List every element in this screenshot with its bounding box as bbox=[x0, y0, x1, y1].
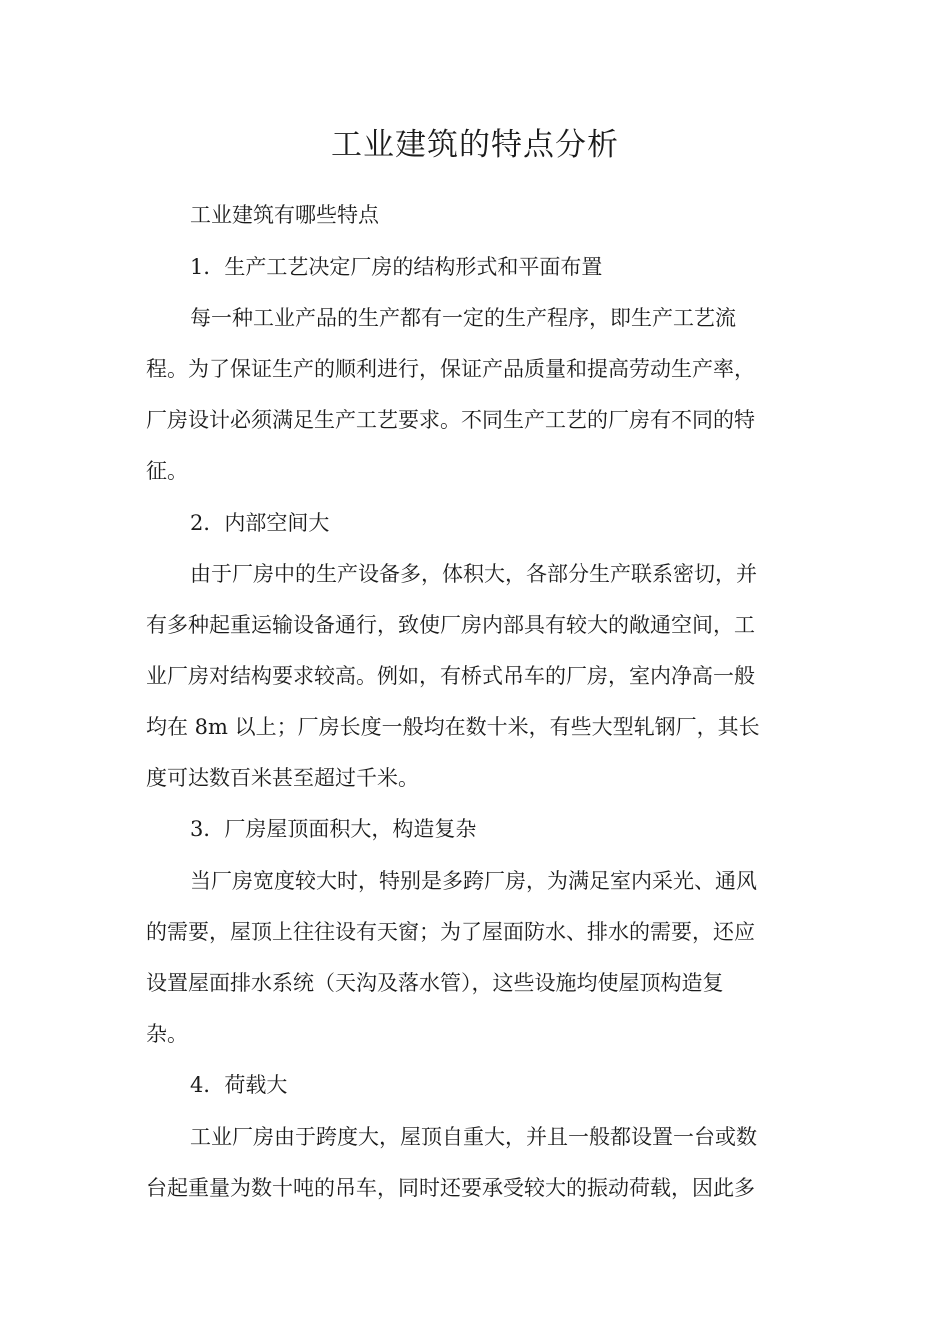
paragraph-line: 度可达数百米甚至超过千米。 bbox=[146, 766, 419, 790]
paragraph-line: 每一种工业产品的生产都有一定的生产程序，即生产工艺流 bbox=[190, 306, 736, 330]
paragraph-line: 均在 8m 以上；厂房长度一般均在数十米，有些大型轧钢厂，其长 bbox=[146, 715, 760, 739]
paragraph-line: 由于厂房中的生产设备多，体积大，各部分生产联系密切，并 bbox=[190, 562, 757, 586]
section-heading-4: 4．荷载大 bbox=[190, 1073, 288, 1097]
paragraph-line: 杂。 bbox=[146, 1022, 188, 1046]
intro-line: 工业建筑有哪些特点 bbox=[190, 203, 379, 227]
paragraph-line: 征。 bbox=[146, 459, 188, 483]
paragraph-line: 厂房设计必须满足生产工艺要求。不同生产工艺的厂房有不同的特 bbox=[146, 408, 755, 432]
paragraph-line: 工业厂房由于跨度大，屋顶自重大，并且一般都设置一台或数 bbox=[190, 1125, 757, 1149]
section-heading-2: 2．内部空间大 bbox=[190, 511, 330, 535]
paragraph-line: 有多种起重运输设备通行，致使厂房内部具有较大的敞通空间，工 bbox=[146, 613, 755, 637]
paragraph-line: 设置屋面排水系统（天沟及落水管），这些设施均使屋顶构造复 bbox=[146, 971, 724, 995]
section-heading-3: 3．厂房屋顶面积大，构造复杂 bbox=[190, 817, 477, 841]
document-title: 工业建筑的特点分析 bbox=[331, 127, 619, 163]
section-heading-1: 1．生产工艺决定厂房的结构形式和平面布置 bbox=[190, 255, 603, 279]
paragraph-line: 台起重量为数十吨的吊车，同时还要承受较大的振动荷载，因此多 bbox=[146, 1176, 755, 1200]
paragraph-line: 业厂房对结构要求较高。例如，有桥式吊车的厂房，室内净高一般 bbox=[146, 664, 755, 688]
paragraph-line: 的需要，屋顶上往往设有天窗；为了屋面防水、排水的需要，还应 bbox=[146, 920, 755, 944]
paragraph-line: 当厂房宽度较大时，特别是多跨厂房，为满足室内采光、通风 bbox=[190, 869, 757, 893]
paragraph-line: 程。为了保证生产的顺利进行，保证产品质量和提高劳动生产率， bbox=[146, 357, 755, 381]
